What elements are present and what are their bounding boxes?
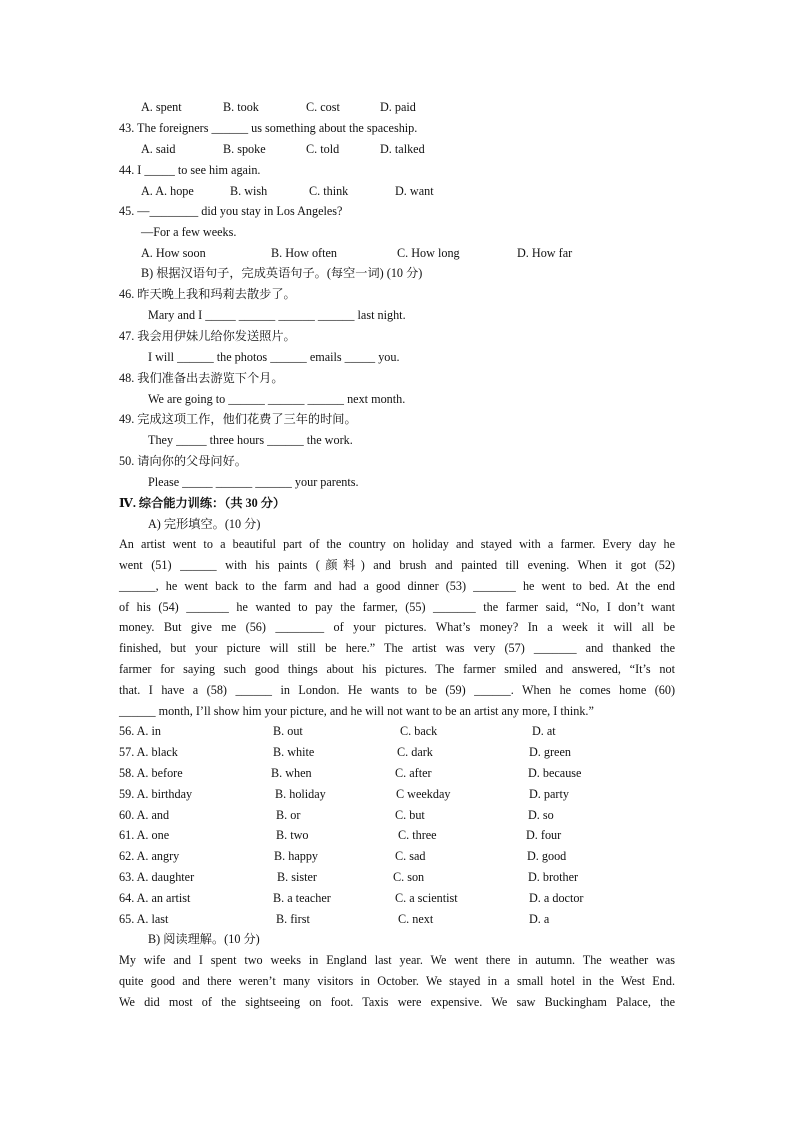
q49-chinese: 49. 完成这项工作，他们花费了三年的时间。 <box>119 412 357 426</box>
section-b-title: B) 根据汉语句子，完成英语句子。(每空一词) (10 分) <box>141 266 423 280</box>
cloze-line: ______, he went back to the farm and had a good dinner (53) _______ he went to bed. At the end <box>119 579 675 593</box>
option-c: C. son <box>393 870 425 884</box>
option-a: 63. A. daughter <box>119 870 195 884</box>
q45-option-b: B. How often <box>271 246 338 260</box>
option-d: D. a doctor <box>529 891 584 905</box>
option-b: B. sister <box>277 870 317 884</box>
cloze-line: farmer for saying such good things about his pictures. The farmer smiled and answered, “It’s not <box>119 662 675 676</box>
q43-option-a: A. said <box>141 142 176 156</box>
q45-stem: 45. —________ did you stay in Los Angeles? <box>119 204 343 218</box>
option-b: B. a teacher <box>273 891 331 905</box>
cloze-title: A) 完形填空。(10 分) <box>148 517 261 531</box>
reading-line: We did most of the sightseeing on foot. Taxis were expensive. We saw Buckingham Palace, the <box>119 995 675 1009</box>
q45-option-d: D. How far <box>517 246 573 260</box>
q47-chinese: 47. 我会用伊妹儿给你发送照片。 <box>119 329 296 343</box>
cloze-line: An artist went to a beautiful part of the country on holiday and stayed with a farmer. Every day he <box>119 537 675 551</box>
q43-option-c: C. told <box>306 142 340 156</box>
option-a: 65. A. last <box>119 912 169 926</box>
q42-option-c: C. cost <box>306 100 340 114</box>
q50-english: Please _____ ______ ______ your parents. <box>148 475 359 489</box>
cloze-line: money. But give me (56) ________ of your pictures. What’s money? In a week it will all be <box>119 620 675 634</box>
option-c: C. back <box>400 724 438 738</box>
option-c: C. sad <box>395 849 426 863</box>
option-d: D. four <box>526 828 562 842</box>
option-d: D. at <box>532 724 556 738</box>
q45-option-a: A. How soon <box>141 246 206 260</box>
option-a: 58. A. before <box>119 766 183 780</box>
option-b: B. holiday <box>275 787 326 801</box>
q48-english: We are going to ______ ______ ______ next month. <box>148 392 406 406</box>
option-c: C weekday <box>396 787 451 801</box>
option-d: D. good <box>527 849 567 863</box>
option-b: B. two <box>276 828 309 842</box>
cloze-line: ______ month, I’ll show him your picture, and he will not want to be an artist any more, I think.” <box>119 704 594 718</box>
cloze-line: finished, but your picture will still be here.” The artist was very (57) _______ and thanked the <box>119 641 675 655</box>
q44-option-a: A. A. hope <box>141 184 194 198</box>
q50-chinese: 50. 请向你的父母问好。 <box>119 454 247 468</box>
q43-option-d: D. talked <box>380 142 425 156</box>
q45-reply: —For a few weeks. <box>141 225 237 239</box>
option-a: 62. A. angry <box>119 849 180 863</box>
option-b: B. or <box>276 808 301 822</box>
option-d: D. party <box>529 787 569 801</box>
option-b: B. out <box>273 724 303 738</box>
q47-english: I will ______ the photos ______ emails _____ you. <box>148 350 400 364</box>
option-c: C. a scientist <box>395 891 458 905</box>
q44-stem: 44. I _____ to see him again. <box>119 163 261 177</box>
q42-option-a: A. spent <box>141 100 182 114</box>
q48-chinese: 48. 我们准备出去游览下个月。 <box>119 371 284 385</box>
option-b: B. first <box>276 912 310 926</box>
q44-option-c: C. think <box>309 184 349 198</box>
option-d: D. because <box>528 766 582 780</box>
q44-option-b: B. wish <box>230 184 268 198</box>
option-a: 61. A. one <box>119 828 170 842</box>
reading-title: B) 阅读理解。(10 分) <box>148 932 260 946</box>
reading-line: My wife and I spent two weeks in England last year. We went there in autumn. The weather was <box>119 953 675 967</box>
option-b: B. when <box>271 766 312 780</box>
q46-english: Mary and I _____ ______ ______ ______ last night. <box>148 308 406 322</box>
q42-option-b: B. took <box>223 100 259 114</box>
option-d: D. so <box>528 808 554 822</box>
option-a: 64. A. an artist <box>119 891 191 905</box>
section-4-title: Ⅳ. 综合能力训练：（共 30 分） <box>119 496 286 510</box>
cloze-line: of his (54) _______ he wanted to pay the farmer, (55) _______ the farmer said, “No, I don’t want <box>119 600 675 614</box>
q44-option-d: D. want <box>395 184 434 198</box>
option-a: 60. A. and <box>119 808 170 822</box>
option-c: C. three <box>398 828 437 842</box>
option-c: C. dark <box>397 745 433 759</box>
option-c: C. after <box>395 766 432 780</box>
option-a: 57. A. black <box>119 745 178 759</box>
reading-line: quite good and there weren’t many visitors in October. We stayed in a small hotel in the West End. <box>119 974 675 988</box>
option-c: C. next <box>398 912 434 926</box>
cloze-line: that. I have a (58) ______ in London. He wants to be (59) ______. When he comes home (60) <box>119 683 675 697</box>
q45-option-c: C. How long <box>397 246 460 260</box>
option-a: 56. A. in <box>119 724 161 738</box>
option-d: D. brother <box>528 870 579 884</box>
q43-option-b: B. spoke <box>223 142 266 156</box>
option-b: B. happy <box>274 849 319 863</box>
q43-stem: 43. The foreigners ______ us something about the spaceship. <box>119 121 418 135</box>
option-b: B. white <box>273 745 315 759</box>
option-d: D. green <box>529 745 571 759</box>
option-a: 59. A. birthday <box>119 787 193 801</box>
q46-chinese: 46. 昨天晚上我和玛莉去散步了。 <box>119 287 296 301</box>
option-c: C. but <box>395 808 425 822</box>
option-d: D. a <box>529 912 550 926</box>
q49-english: They _____ three hours ______ the work. <box>148 433 353 447</box>
cloze-line: went (51) ______ with his paints (颜料) and brush and painted till evening. When it got (52) <box>119 558 675 572</box>
q42-option-d: D. paid <box>380 100 416 114</box>
